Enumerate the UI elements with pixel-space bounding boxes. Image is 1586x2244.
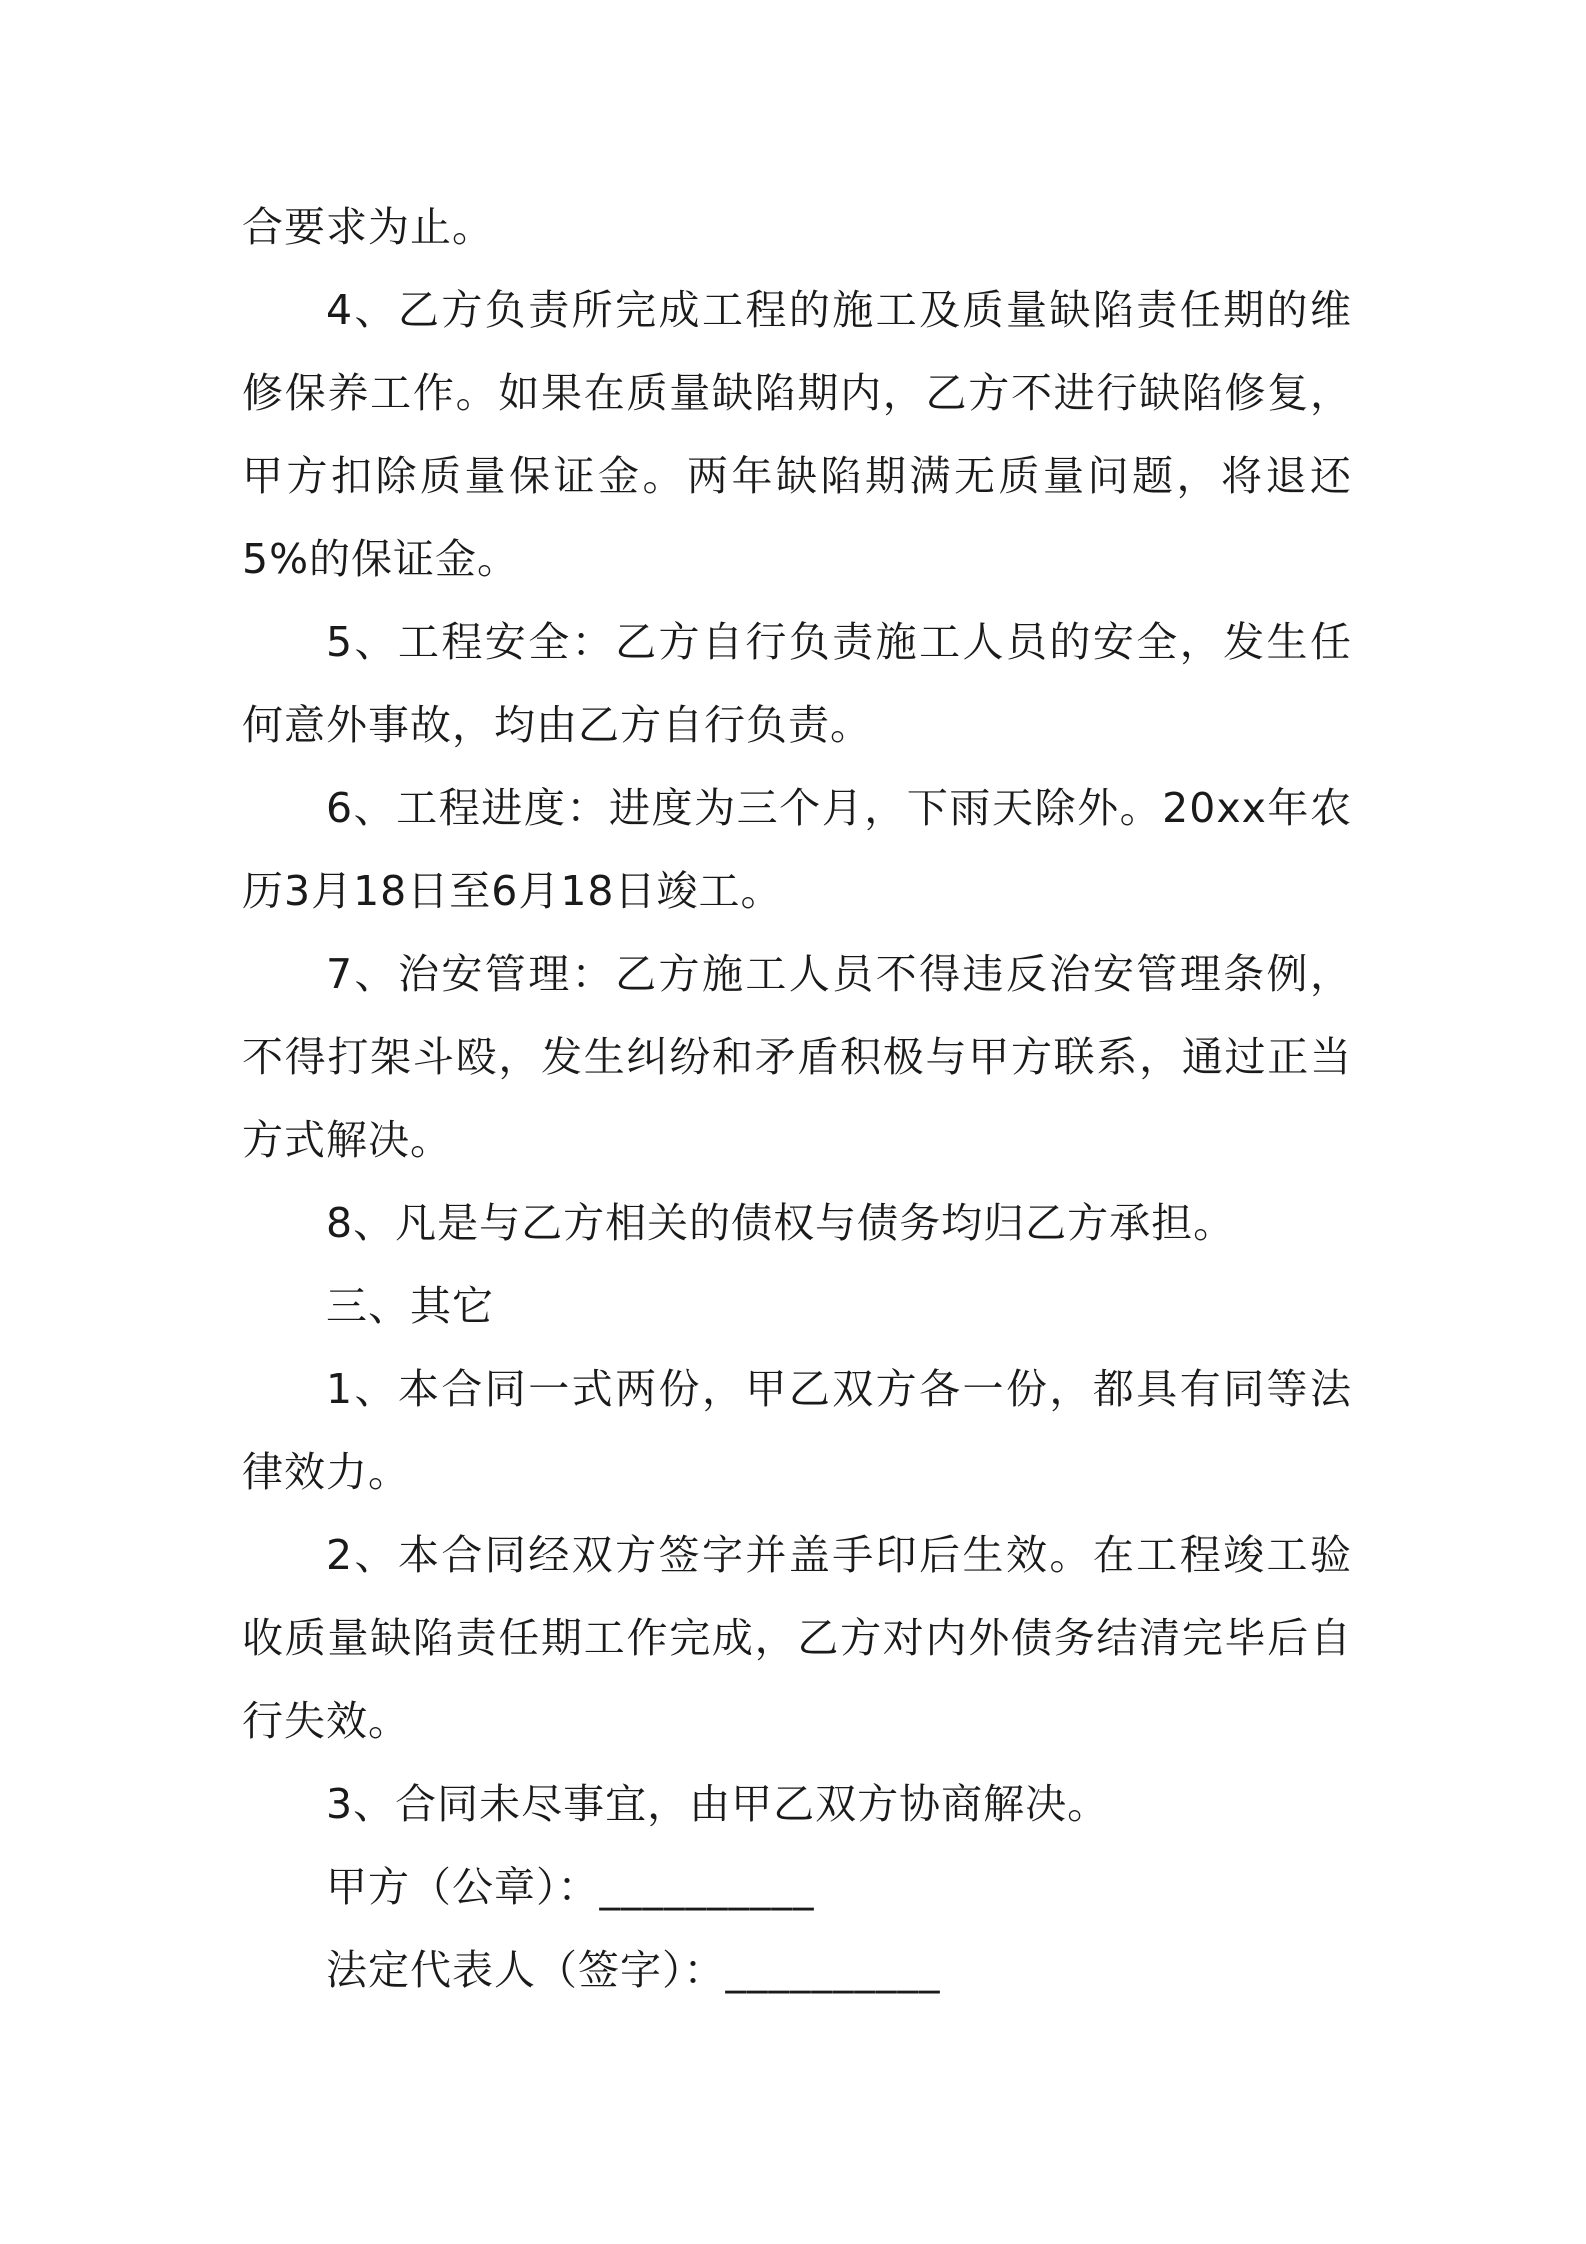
signature-party-a-seal: 甲方（公章）：__________ bbox=[326, 1863, 815, 1911]
paragraph-other-3: 3、合同未尽事宜，由甲乙双方协商解决。 bbox=[326, 1780, 1110, 1828]
signature-legal-representative: 法定代表人（签字）：__________ bbox=[326, 1946, 941, 1994]
section-heading-other: 三、其它 bbox=[326, 1282, 494, 1330]
paragraph-clause-6: 6、工程进度：进度为三个月，下雨天除外。20xx年农历3月18日至6月18日竣工。 bbox=[242, 784, 1352, 915]
paragraph-other-1: 1、本合同一式两份，甲乙双方各一份，都具有同等法律效力。 bbox=[242, 1365, 1352, 1496]
paragraph-continuation: 合要求为止。 bbox=[242, 203, 494, 251]
paragraph-other-2: 2、本合同经双方签字并盖手印后生效。在工程竣工验收质量缺陷责任期工作完成，乙方对内外债务结清完毕后自行失效。 bbox=[242, 1531, 1352, 1745]
document-body bbox=[242, 186, 1352, 2012]
paragraph-clause-4: 4、乙方负责所完成工程的施工及质量缺陷责任期的维修保养工作。如果在质量缺陷期内，乙方不进行缺陷修复，甲方扣除质量保证金。两年缺陷期满无质量问题，将退还5%的保证金。 bbox=[242, 286, 1352, 583]
paragraph-clause-5: 5、工程安全：乙方自行负责施工人员的安全，发生任何意外事故，均由乙方自行负责。 bbox=[242, 618, 1352, 749]
paragraph-clause-8: 8、凡是与乙方相关的债权与债务均归乙方承担。 bbox=[326, 1199, 1236, 1247]
paragraph-clause-7: 7、治安管理：乙方施工人员不得违反治安管理条例，不得打架斗殴，发生纠纷和矛盾积极与甲方联系，通过正当方式解决。 bbox=[242, 950, 1352, 1164]
